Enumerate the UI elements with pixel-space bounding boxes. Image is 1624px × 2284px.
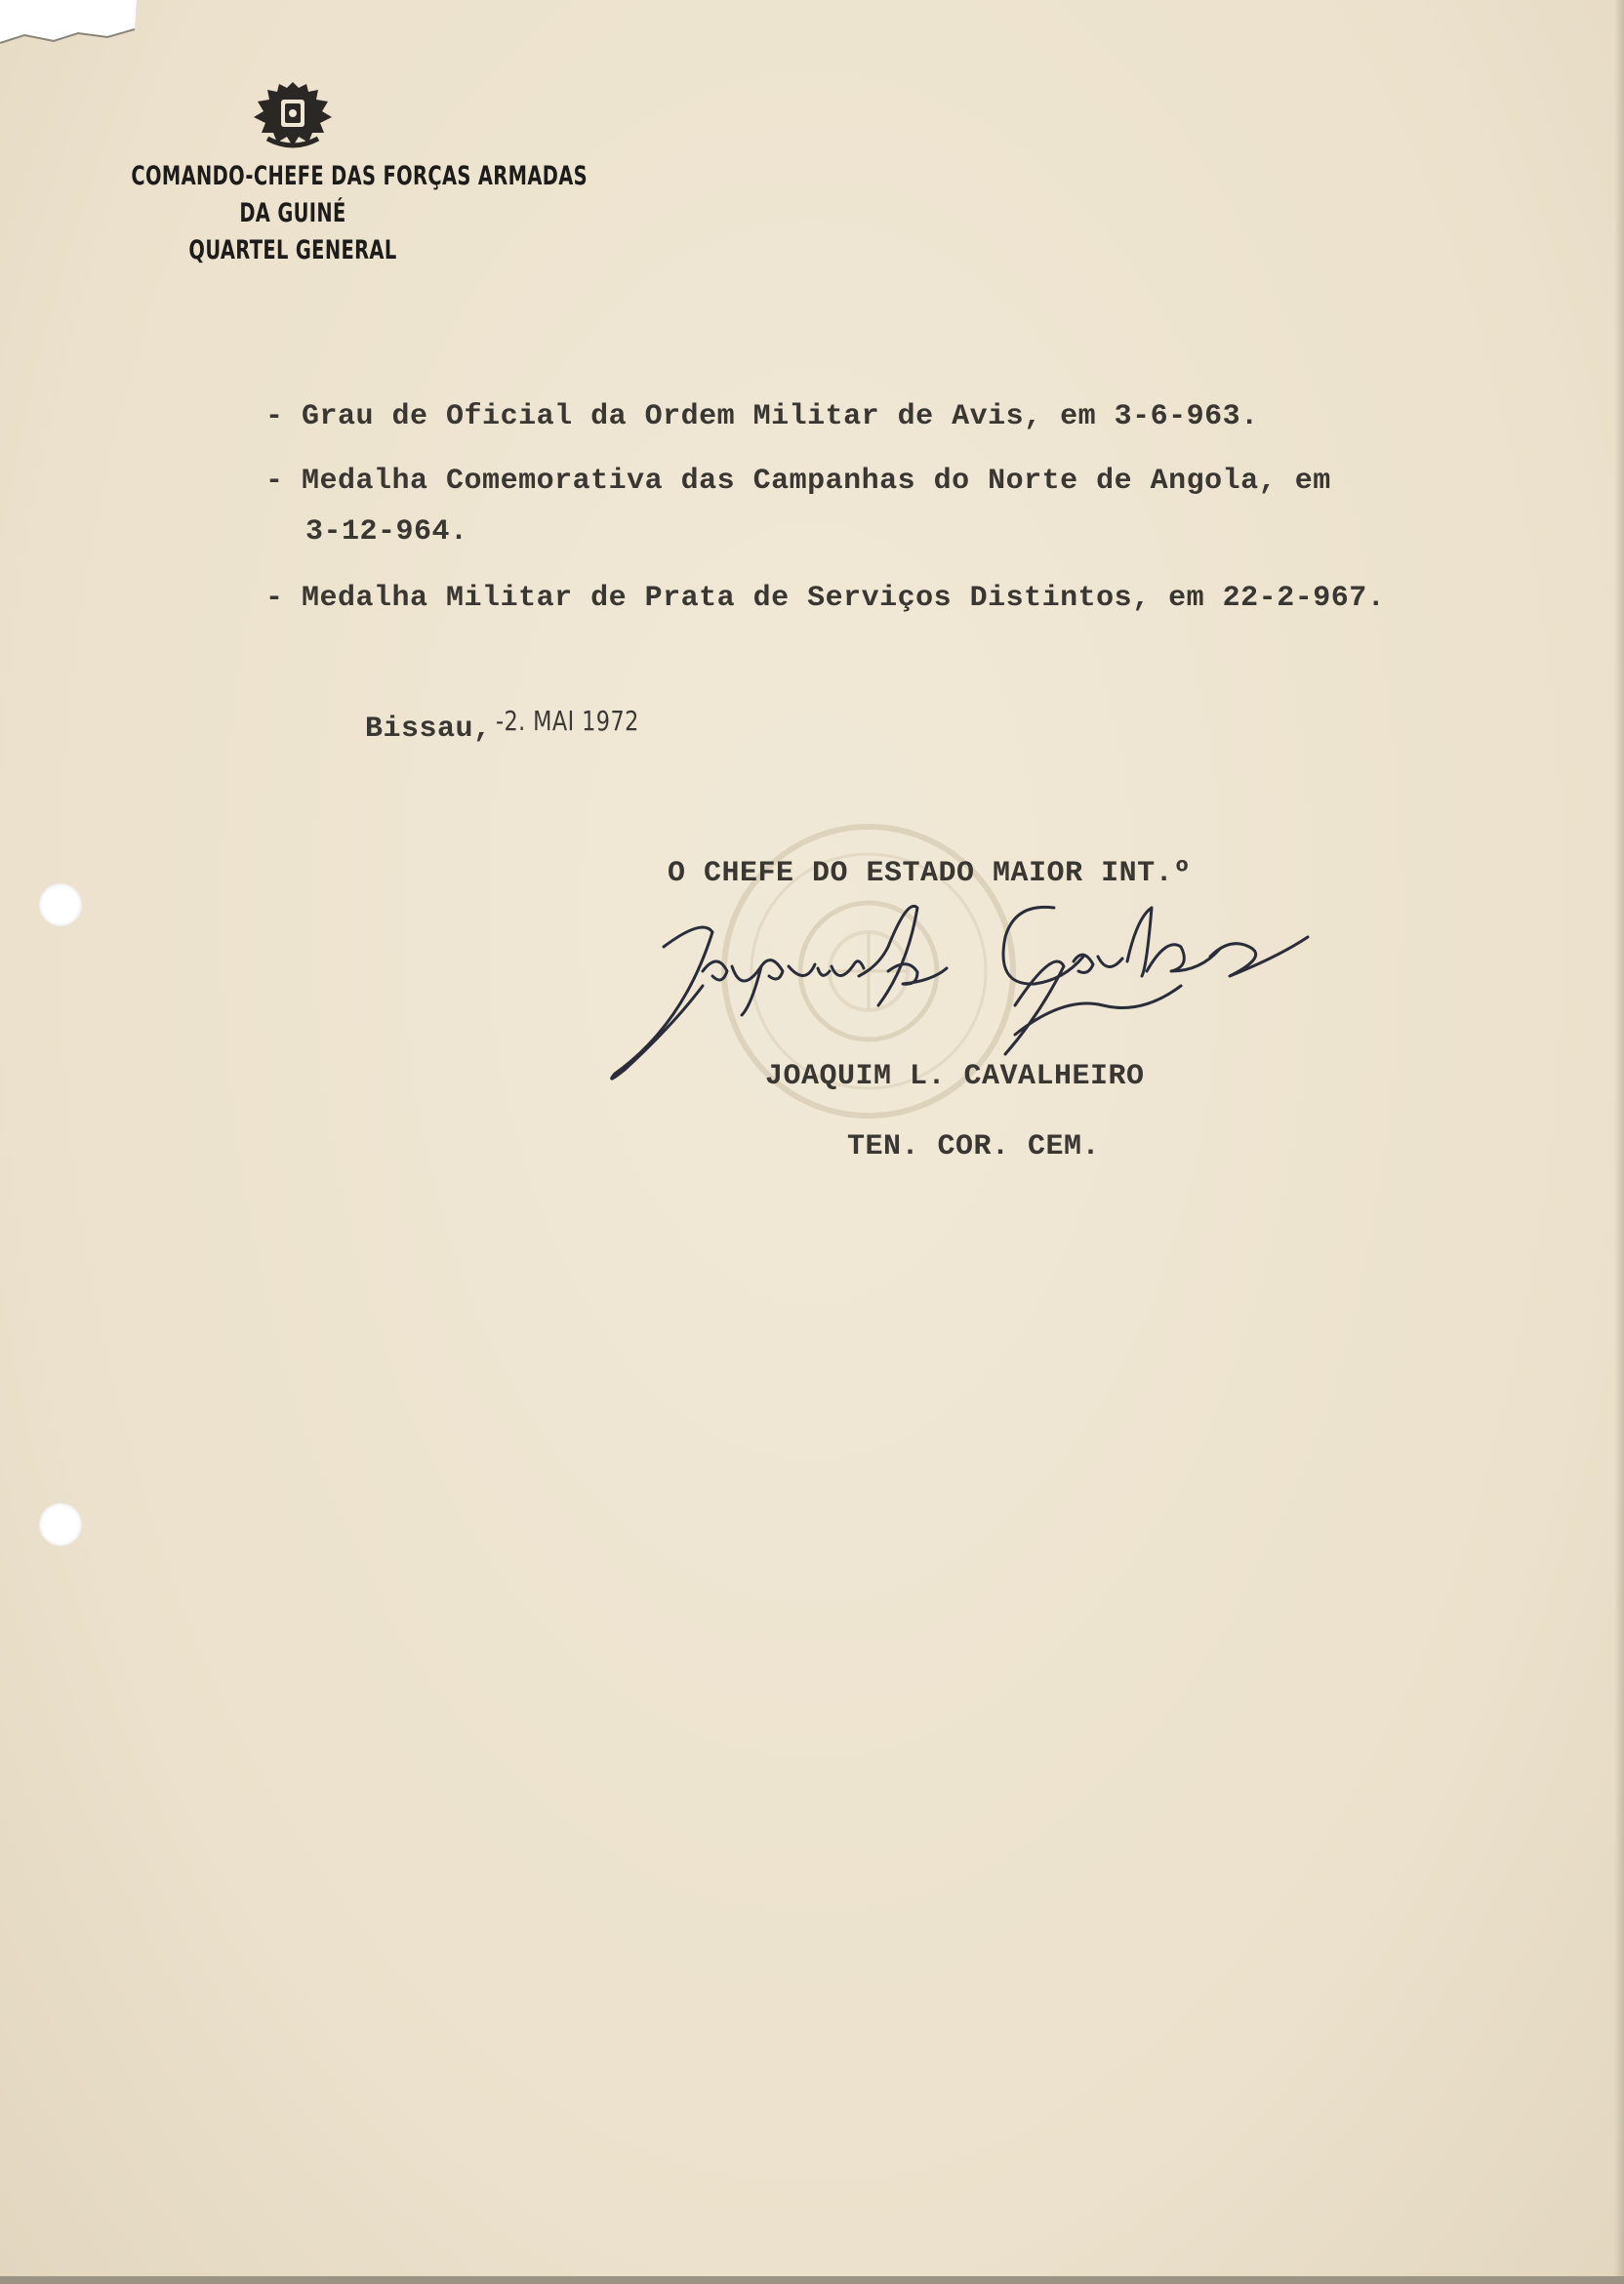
signatory-name: JOAQUIM L. CAVALHEIRO (765, 1060, 1145, 1093)
honour-text: Grau de Oficial da Ordem Militar de Avis, em 3-6-963. (302, 400, 1259, 433)
scan-bottom-border (0, 2276, 1624, 2284)
handwritten-signature (595, 878, 1337, 1132)
honour-item-3 (265, 582, 1385, 615)
torn-corner (0, 0, 137, 47)
letterhead-line-3: QUARTEL GENERAL (188, 235, 397, 265)
signatory-rank: TEN. COR. CEM. (847, 1130, 1101, 1163)
letterhead-line-1: COMANDO-CHEFE DAS FORÇAS ARMADAS (131, 161, 589, 191)
letterhead (68, 78, 589, 269)
honour-item-2-continuation: 3-12-964. (305, 515, 468, 549)
honour-item-1 (265, 400, 1259, 433)
honour-item-2 (265, 465, 1331, 498)
bullet-dash: - (265, 582, 284, 615)
punch-hole-bottom (39, 1503, 82, 1546)
punch-hole-top (39, 883, 82, 926)
signatory-title: O CHEFE DO ESTADO MAIOR INT.º (668, 857, 1192, 890)
coat-of-arms-icon (248, 78, 338, 152)
page-edge-shadow (1614, 0, 1624, 2284)
honour-text: Medalha Militar de Prata de Serviços Distintos, em 22-2-967. (302, 582, 1386, 615)
bullet-dash: - (265, 465, 284, 498)
place-date-line (365, 705, 674, 746)
letterhead-line-2: DA GUINÉ (239, 198, 346, 228)
bullet-dash: - (265, 400, 284, 433)
place-name: Bissau, (365, 713, 492, 746)
date-stamp: -2. MAI 1972 (495, 705, 639, 737)
honour-text: Medalha Comemorativa das Campanhas do Norte de Angola, em (302, 465, 1331, 498)
